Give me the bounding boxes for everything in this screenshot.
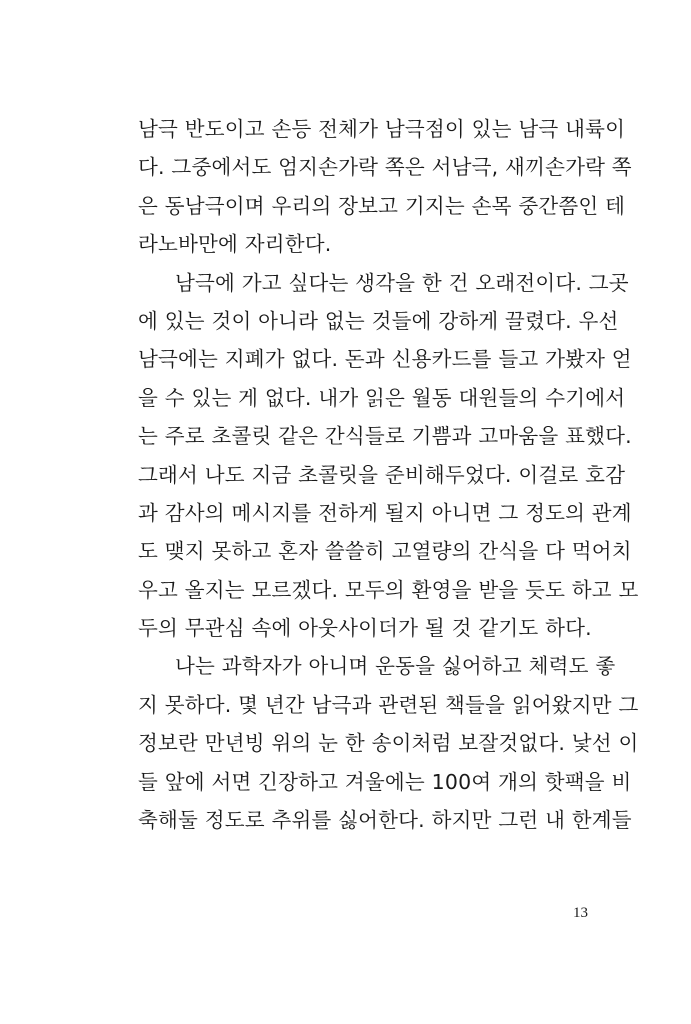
text-line: 두의 무관심 속에 아웃사이더가 될 것 같기도 하다. <box>138 616 592 641</box>
text-line: 는 주로 초콜릿 같은 간식들로 기쁨과 고마움을 표했다. <box>138 424 632 449</box>
text-line: 남극에 가고 싶다는 생각을 한 건 오래전이다. 그곳 <box>175 270 629 295</box>
page-number: 13 <box>573 905 588 921</box>
paragraph-2 <box>138 264 639 648</box>
text-line: 그래서 나도 지금 초콜릿을 준비해두었다. 이걸로 호감 <box>138 462 626 487</box>
text-line: 도 맺지 못하고 혼자 쓸쓸히 고열량의 간식을 다 먹어치 <box>138 539 632 564</box>
text-line: 남극에는 지폐가 없다. 돈과 신용카드를 들고 가봤자 얻 <box>138 347 632 372</box>
paragraph-1 <box>138 110 632 264</box>
text-line: 을 수 있는 게 없다. 내가 읽은 월동 대원들의 수기에서 <box>138 385 626 410</box>
text-line: 우고 올지는 모르겠다. 모두의 환영을 받을 듯도 하고 모 <box>138 577 639 602</box>
body-text <box>138 110 639 839</box>
text-line: 나는 과학자가 아니며 운동을 싫어하고 체력도 좋 <box>175 654 616 679</box>
text-line: 라노바만에 자리한다. <box>138 232 332 257</box>
text-line: 과 감사의 메시지를 전하게 될지 아니면 그 정도의 관계 <box>138 500 632 525</box>
paragraph-3 <box>138 647 639 839</box>
text-line: 다. 그중에서도 엄지손가락 쪽은 서남극, 새끼손가락 쪽 <box>138 155 632 180</box>
text-line: 지 못하다. 몇 년간 남극과 관련된 책들을 읽어왔지만 그 <box>138 692 639 717</box>
text-line: 축해둘 정도로 추위를 싫어한다. 하지만 그런 내 한계들 <box>138 808 632 833</box>
text-line: 정보란 만년빙 위의 눈 한 송이처럼 보잘것없다. 낯선 이 <box>138 731 639 756</box>
text-line: 들 앞에 서면 긴장하고 겨울에는 100여 개의 핫팩을 비 <box>138 769 632 794</box>
text-line: 남극 반도이고 손등 전체가 남극점이 있는 남극 내륙이 <box>138 117 626 141</box>
text-line: 에 있는 것이 아니라 없는 것들에 강하게 끌렸다. 우선 <box>138 308 619 333</box>
text-line: 은 동남극이며 우리의 장보고 기지는 손목 중간쯤인 테 <box>138 193 626 218</box>
